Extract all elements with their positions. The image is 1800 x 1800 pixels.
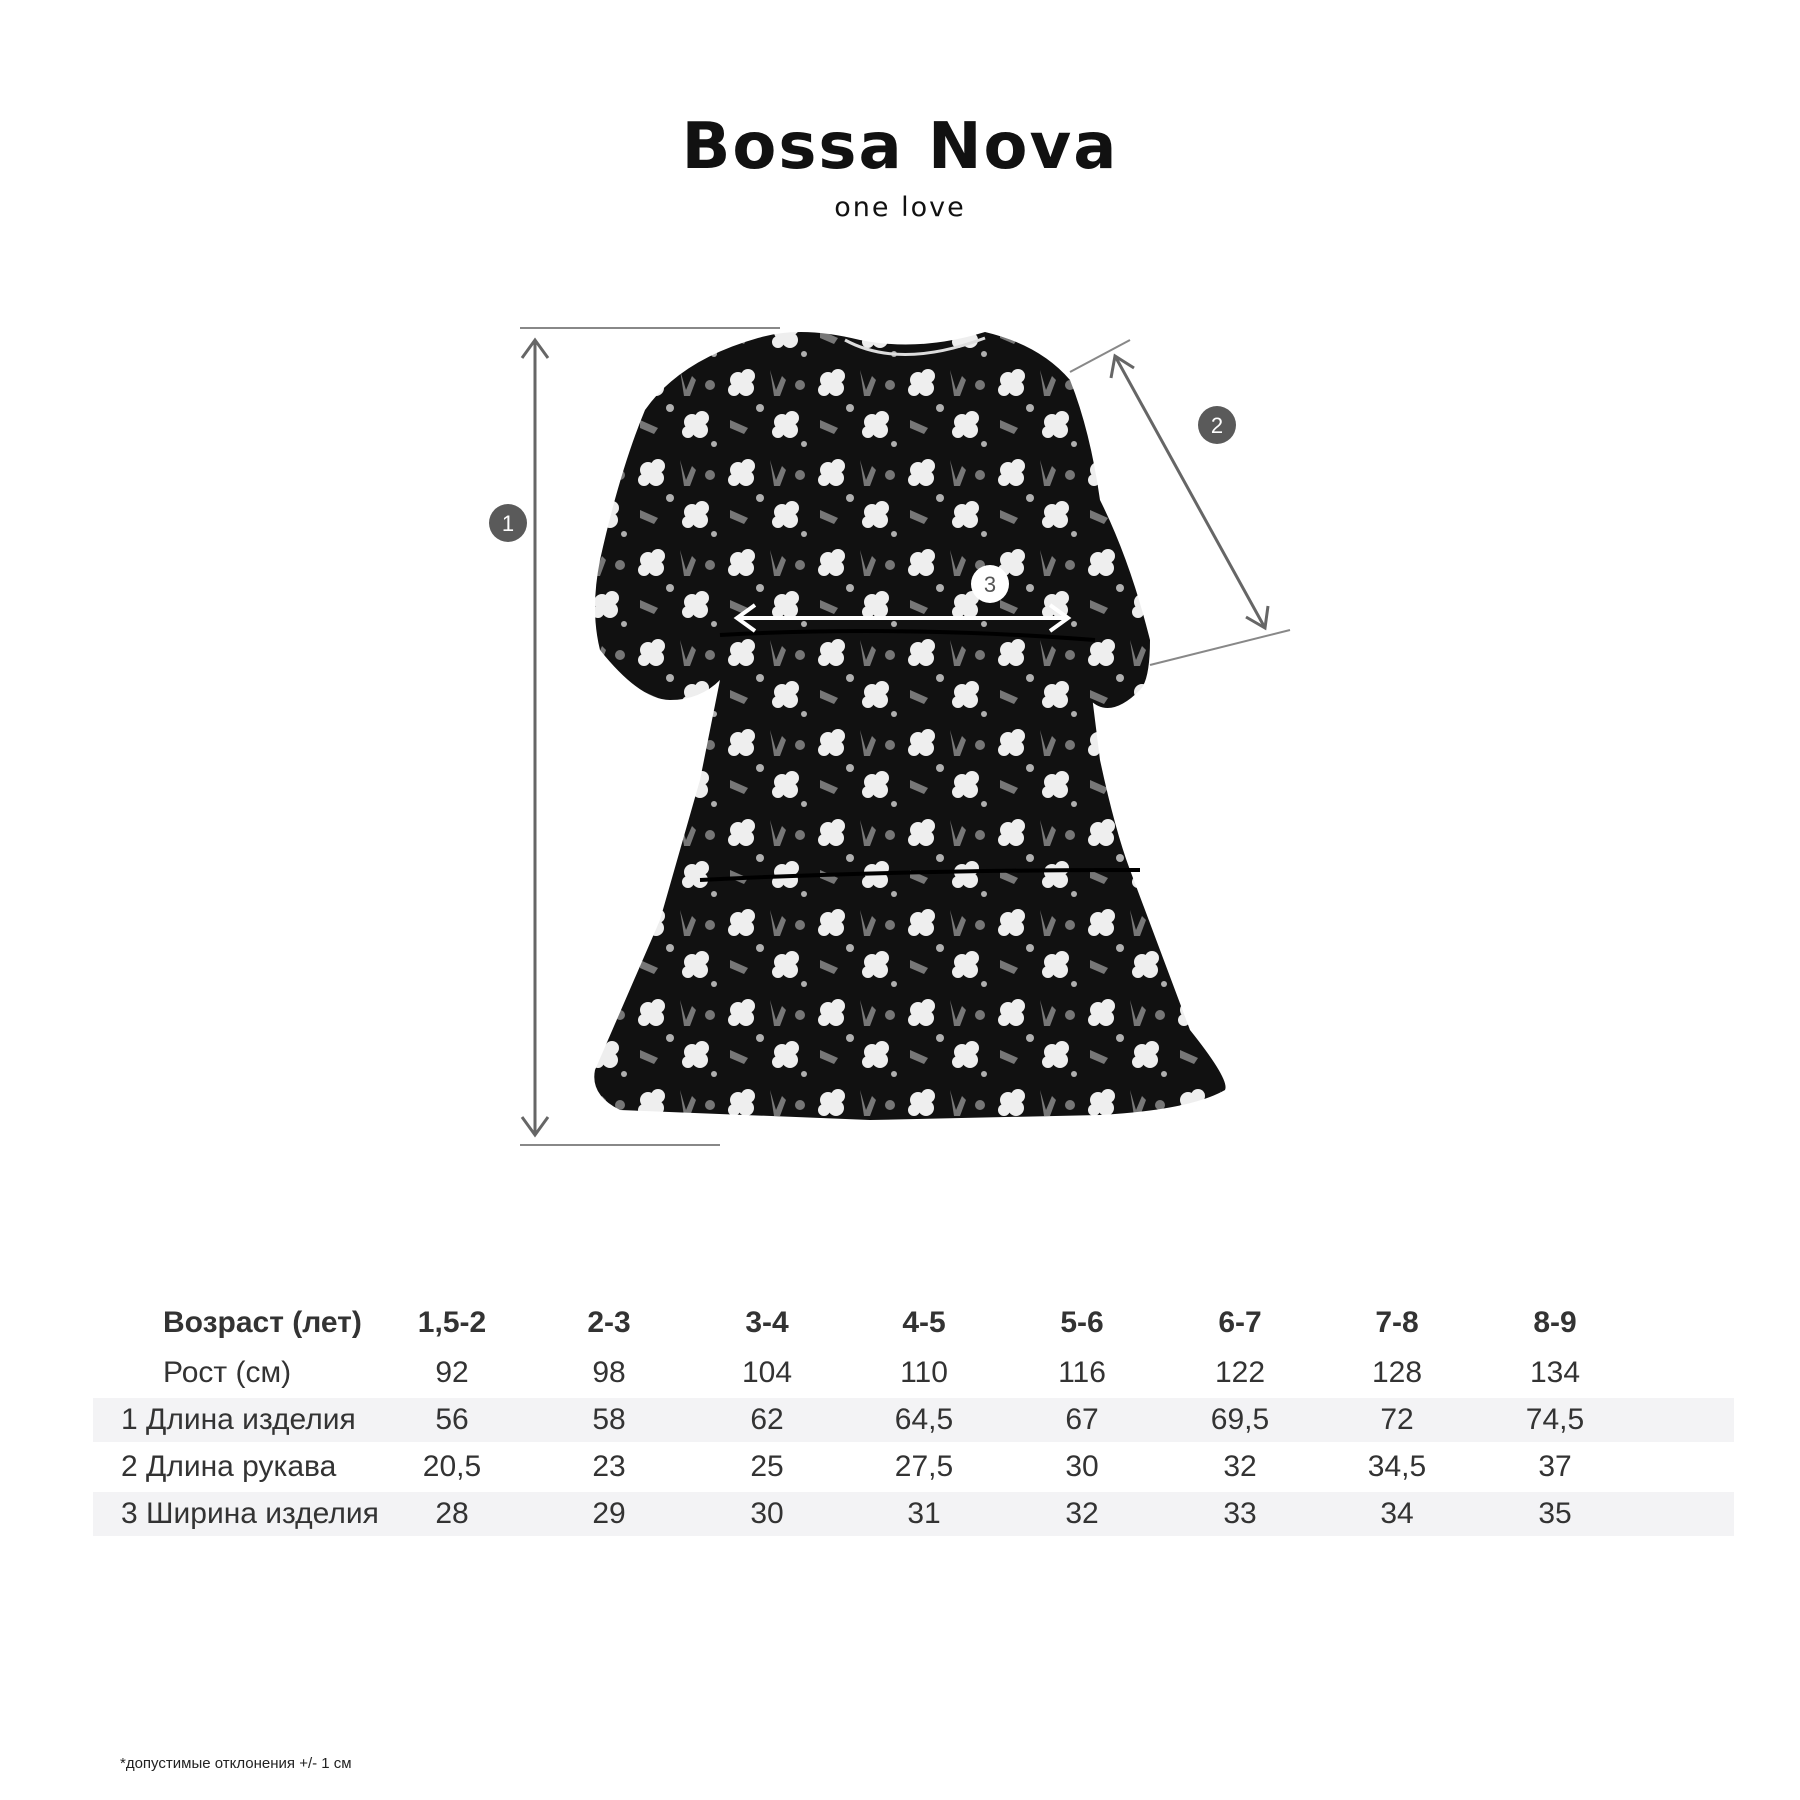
table-cell: 116 <box>1058 1356 1106 1389</box>
row-label: Рост (см) <box>163 1356 292 1389</box>
table-cell: 67 <box>1065 1403 1099 1436</box>
table-cell: 25 <box>750 1450 784 1483</box>
table-cell: 7-8 <box>1375 1306 1419 1339</box>
table-cell: 27,5 <box>894 1450 954 1483</box>
table-row <box>93 1398 1734 1442</box>
marker-2 <box>1198 406 1236 444</box>
table-cell: 20,5 <box>422 1450 482 1483</box>
table-cell: 30 <box>1065 1450 1099 1483</box>
row-label: Возраст (лет) <box>163 1306 362 1339</box>
table-cell: 28 <box>435 1497 469 1530</box>
table-cell: 62 <box>750 1403 784 1436</box>
marker-1 <box>489 504 527 542</box>
brand-name: Bossa Nova <box>681 110 1119 184</box>
brand-tagline: one love <box>834 192 966 223</box>
table-row <box>93 1492 1734 1536</box>
svg-text:3: 3 <box>983 572 997 597</box>
table-row <box>93 1442 1734 1492</box>
table-cell: 134 <box>1529 1356 1581 1389</box>
table-cell: 29 <box>592 1497 626 1530</box>
table-header-row <box>93 1298 1734 1348</box>
table-cell: 72 <box>1380 1403 1414 1436</box>
svg-text:2: 2 <box>1210 413 1224 438</box>
table-cell: 35 <box>1538 1497 1572 1530</box>
table-cell: 58 <box>592 1403 626 1436</box>
table-cell: 69,5 <box>1210 1403 1270 1436</box>
table-cell: 64,5 <box>894 1403 954 1436</box>
table-cell: 6-7 <box>1218 1306 1262 1339</box>
table-cell: 1,5-2 <box>417 1306 487 1339</box>
table-cell: 32 <box>1223 1450 1257 1483</box>
table-cell: 37 <box>1538 1450 1572 1483</box>
table-cell: 128 <box>1371 1356 1423 1389</box>
table-cell: 34 <box>1380 1497 1414 1530</box>
row-label: 2 Длина рукава <box>121 1450 337 1483</box>
table-cell: 74,5 <box>1525 1403 1585 1436</box>
table-cell: 23 <box>592 1450 626 1483</box>
row-label: 1 Длина изделия <box>121 1403 356 1436</box>
table-cell: 110 <box>900 1356 948 1389</box>
table-cell: 4-5 <box>902 1306 946 1339</box>
table-cell: 33 <box>1223 1497 1257 1530</box>
table-cell: 2-3 <box>587 1306 631 1339</box>
svg-text:1: 1 <box>501 511 515 536</box>
table-cell: 104 <box>741 1356 793 1389</box>
table-cell: 8-9 <box>1533 1306 1577 1339</box>
table-cell: 92 <box>435 1356 469 1389</box>
table-cell: 5-6 <box>1060 1306 1104 1339</box>
table-cell: 3-4 <box>745 1306 789 1339</box>
table-cell: 98 <box>592 1356 626 1389</box>
dress-image <box>594 332 1225 1120</box>
table-cell: 31 <box>907 1497 941 1530</box>
row-label: 3 Ширина изделия <box>121 1497 379 1530</box>
table-cell: 34,5 <box>1367 1450 1427 1483</box>
size-table <box>93 1298 1734 1536</box>
marker-3 <box>971 565 1009 603</box>
table-cell: 122 <box>1214 1356 1266 1389</box>
table-cell: 56 <box>435 1403 469 1436</box>
table-row <box>93 1348 1734 1398</box>
table-cell: 32 <box>1065 1497 1099 1530</box>
footnote: *допустимые отклонения +/- 1 см <box>120 1755 352 1772</box>
table-cell: 30 <box>750 1497 784 1530</box>
